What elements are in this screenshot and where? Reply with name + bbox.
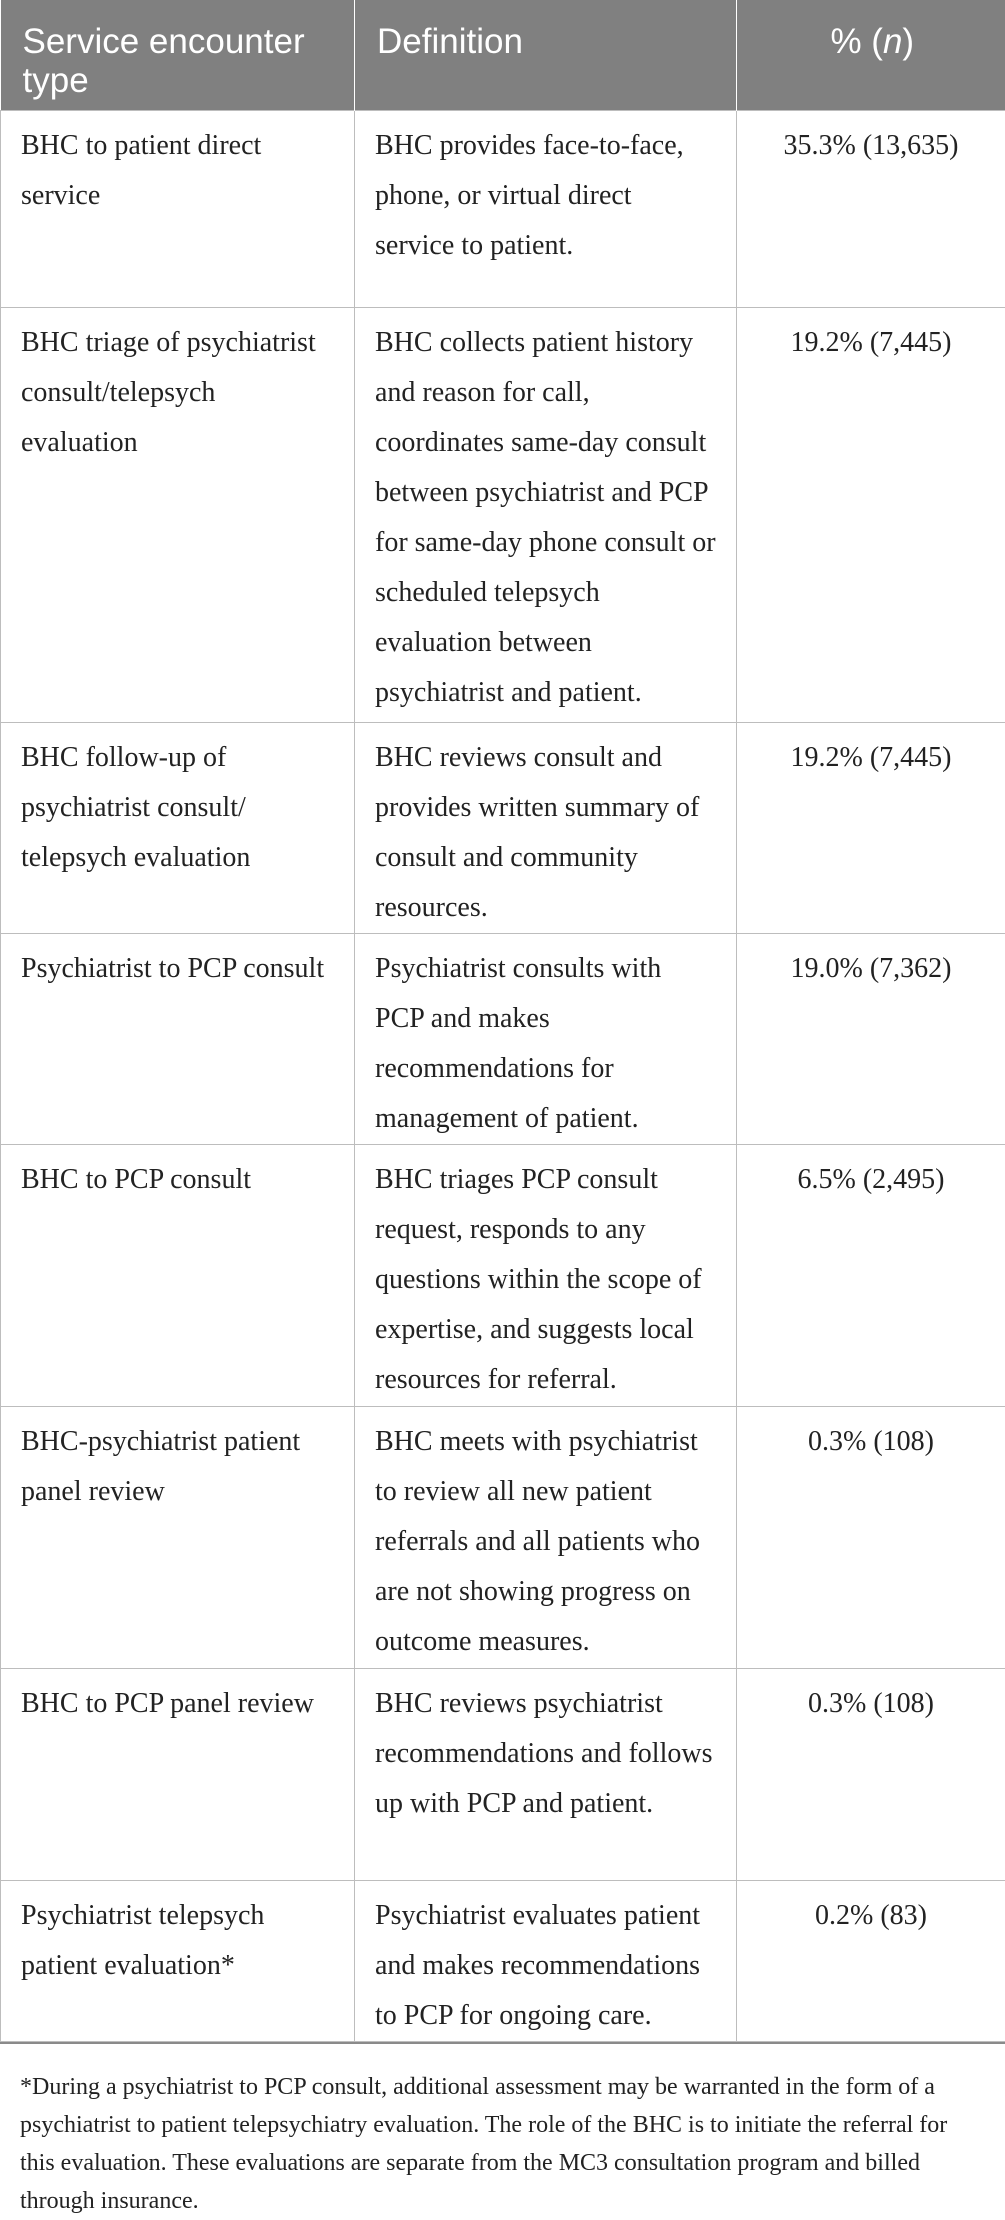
table-header-row (1, 0, 1005, 111)
cell-definition: BHC reviews consult and provides written summary of consult and community resources. (355, 723, 737, 934)
cell-definition: Psychiatrist consults with PCP and makes recommendations for management of patient. (355, 934, 737, 1145)
cell-definition: BHC meets with psychiatrist to review all new patient referrals and all patients who are not showing progress on outcome measures. (355, 1407, 737, 1669)
cell-percent: 19.0% (7,362) (737, 934, 1005, 1145)
cell-percent: 6.5% (2,495) (737, 1145, 1005, 1407)
table-row (1, 1407, 1005, 1669)
cell-encounter-type: BHC to PCP panel review (1, 1669, 355, 1881)
table-row (1, 723, 1005, 934)
cell-definition: BHC reviews psychiatrist recommendations and follows up with PCP and patient. (355, 1669, 737, 1881)
cell-encounter-type: BHC follow-up of psychiatrist consult/ telepsych evaluation (1, 723, 355, 934)
cell-percent: 19.2% (7,445) (737, 723, 1005, 934)
table-row (1, 111, 1005, 308)
cell-encounter-type: Psychiatrist to PCP consult (1, 934, 355, 1145)
cell-definition: BHC triages PCP consult request, responds to any questions within the scope of expertise, and suggests local resources for referral. (355, 1145, 737, 1407)
cell-percent: 19.2% (7,445) (737, 308, 1005, 723)
header-service-encounter-type: Service encounter type (1, 0, 355, 111)
header-percent-prefix: % ( (830, 22, 883, 61)
cell-percent: 0.3% (108) (737, 1669, 1005, 1881)
cell-definition: Psychiatrist evaluates patient and makes recommendations to PCP for ongoing care. (355, 1881, 737, 2042)
cell-encounter-type: BHC-psychiatrist patient panel review (1, 1407, 355, 1669)
cell-percent: 0.2% (83) (737, 1881, 1005, 2042)
table-footnote: *During a psychiatrist to PCP consult, additional assessment may be warranted in the form of a psychiatrist to patient telepsychiatry evaluation. The role of the BHC is to initiate the referral for this evaluation. These evaluations are separate from the MC3 consultation program and billed through insurance. (0, 2042, 1005, 2220)
header-n: n (883, 22, 902, 61)
header-definition: Definition (355, 0, 737, 111)
table-row (1, 1145, 1005, 1407)
cell-encounter-type: BHC triage of psychiatrist consult/telepsych evaluation (1, 308, 355, 723)
cell-percent: 35.3% (13,635) (737, 111, 1005, 308)
header-percent-n (737, 0, 1005, 111)
table-row (1, 1669, 1005, 1881)
cell-percent: 0.3% (108) (737, 1407, 1005, 1669)
table-row (1, 934, 1005, 1145)
cell-encounter-type: Psychiatrist telepsych patient evaluation* (1, 1881, 355, 2042)
cell-encounter-type: BHC to patient direct service (1, 111, 355, 308)
header-percent-suffix: ) (902, 22, 914, 61)
cell-definition: BHC provides face-to-face, phone, or virtual direct service to patient. (355, 111, 737, 308)
table-row (1, 1881, 1005, 2042)
cell-definition: BHC collects patient history and reason for call, coordinates same-day consult between psychiatrist and PCP for same-day phone consult or scheduled telepsych evaluation between psychiatrist and patient. (355, 308, 737, 723)
cell-encounter-type: BHC to PCP consult (1, 1145, 355, 1407)
table-row (1, 308, 1005, 723)
